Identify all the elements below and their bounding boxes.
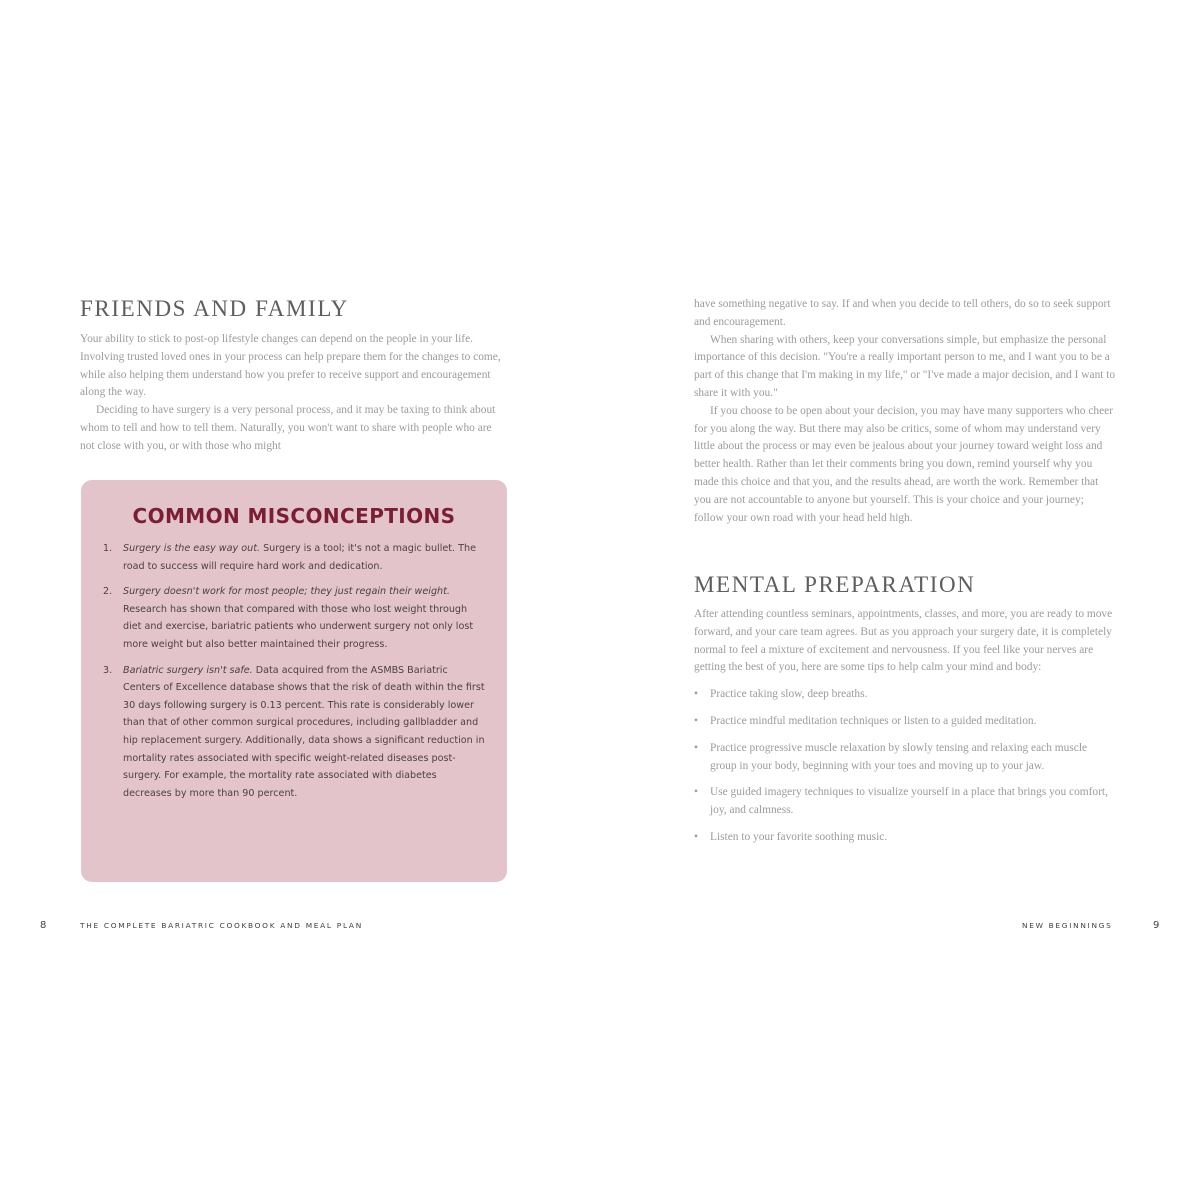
paragraph: have something negative to say. If and when you decide to tell others, do so to seek support and encouragement.: [694, 298, 1111, 328]
section-heading-mental-preparation: MENTAL PREPARATION: [694, 572, 976, 597]
misconception-text: Research has shown that compared with those who lost weight through diet and exercise, bariatric patients who underwent surgery not only lost more weight but also better maintained their progress.: [123, 603, 474, 650]
list-item: [103, 540, 485, 575]
misconception-lead: Bariatric surgery isn't safe.: [123, 664, 253, 676]
paragraph: Your ability to stick to post-op lifestyle changes can depend on the people in your life. Involving trusted loved ones in your process can help prepare them for the changes to come, while also helping them understand how you prefer to receive support and encouragement along the way.: [80, 333, 501, 399]
running-head-left: THE COMPLETE BARIATRIC COOKBOOK AND MEAL PLAN: [80, 921, 363, 930]
paragraph: After attending countless seminars, appointments, classes, and more, you are ready to move forward, and your care team agrees. But as you approach your surgery date, it is completely normal to feel a mixture of excitement and nervousness. If you feel like your nerves are getting the best of you, here are some tips to help calm your mind and body:: [694, 608, 1113, 674]
misconception-lead: Surgery is the easy way out.: [123, 543, 261, 554]
list-item: • Use guided imagery techniques to visualize yourself in a place that brings you comfort, joy, and calmness.: [694, 784, 1116, 820]
misconception-text: Data acquired from the ASMBS Bariatric Centers of Excellence database shows that the risk of death within the first 30 days following surgery is 0.13 percent. This rate is considerably lower than that of other common surgical procedures, including gallbladder and hip replacement surgery. Additionally, data shows a significant reduction in mortality rates associated with specific weight-related diseases post-surgery. For example, the mortality rate associated with diabetes decreases by more than 90 percent.: [123, 664, 485, 799]
section-heading-friends-family: FRIENDS AND FAMILY: [80, 296, 349, 321]
misconceptions-list: [103, 540, 485, 802]
list-number: 3.: [103, 664, 113, 676]
list-number: 1.: [103, 543, 113, 554]
common-misconceptions-sidebar: [81, 480, 507, 882]
calming-tips-list: [694, 686, 1116, 847]
right-page: [600, 0, 1200, 1200]
list-item: • Practice mindful meditation techniques or listen to a guided meditation.: [694, 713, 1116, 731]
list-item: • Practice taking slow, deep breaths.: [694, 686, 1116, 704]
page-number-right: 9: [1153, 920, 1160, 931]
list-item: • Listen to your favorite soothing music.: [694, 829, 1116, 847]
mental-preparation-body: [694, 606, 1116, 856]
misconception-text: Surgery is a tool; it's not a magic bullet. The road to success will require hard work and dedication.: [123, 543, 476, 572]
list-item: [103, 662, 485, 803]
paragraph: When sharing with others, keep your conversations simple, but emphasize the personal importance of this decision. "You're a really important person to me, and I want you to be a part of this change that I'm making in my life," or "I've made a major decision, and I want to share it with you.": [694, 333, 1116, 399]
friends-family-body: [80, 331, 505, 456]
friends-family-continued: [694, 296, 1116, 527]
list-item: • Practice progressive muscle relaxation by slowly tensing and relaxing each muscle group in your body, beginning with your toes and moving up to your jaw.: [694, 740, 1116, 776]
page-number-left: 8: [40, 920, 47, 931]
paragraph: Deciding to have surgery is a very personal process, and it may be taxing to think about whom to tell and how to tell them. Naturally, you won't want to share with people who are not close with you, or with those who might: [80, 404, 496, 452]
list-number: 2.: [103, 586, 113, 598]
sidebar-title: COMMON MISCONCEPTIONS: [132, 504, 456, 528]
running-head-right: NEW BEGINNINGS: [1022, 921, 1113, 930]
list-item: [103, 583, 485, 653]
misconception-lead: Surgery doesn't work for most people; they just regain their weight.: [123, 586, 450, 598]
paragraph: If you choose to be open about your decision, you may have many supporters who cheer for you along the way. But there may also be critics, some of whom may understand very little about the process or may even be jealous about your journey toward weight loss and better health. Rather than let their comments bring you down, remind yourself why you made this choice and that you, and the results ahead, are worth the work. Remember that you are not accountable to anyone but yourself. This is your choice and your journey; follow your own road with your head held high.: [694, 404, 1113, 524]
